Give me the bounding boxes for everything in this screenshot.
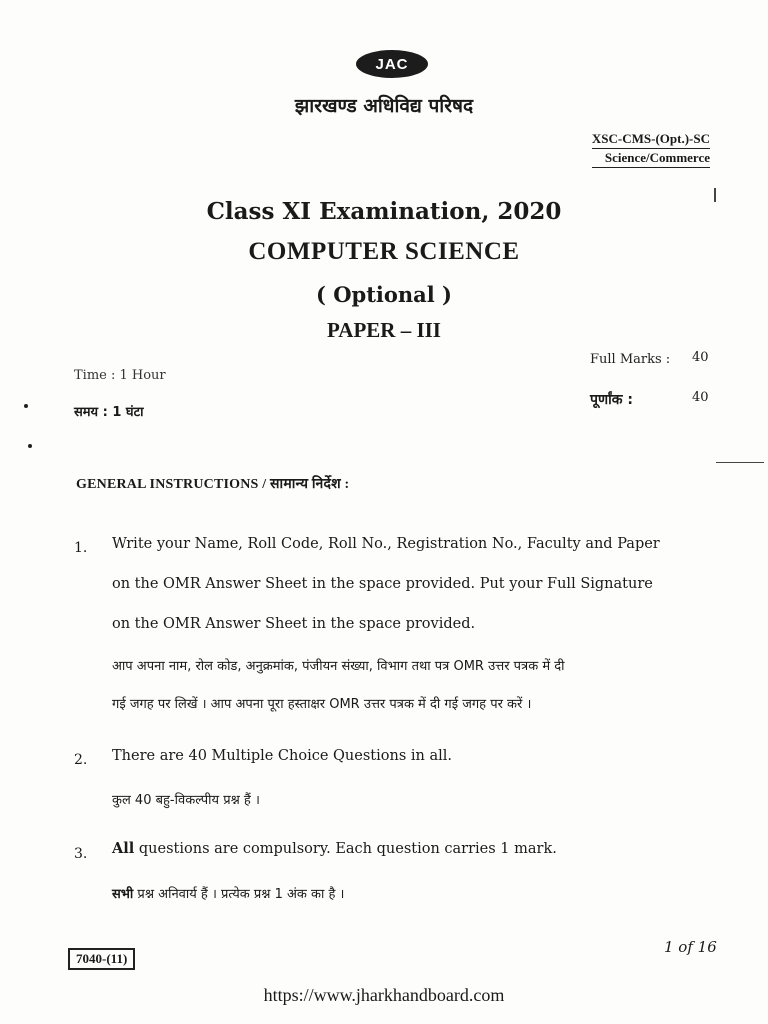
paper-label: PAPER – III	[327, 318, 441, 342]
instruction-1	[74, 536, 724, 716]
time-english: Time : 1 Hour	[74, 368, 166, 383]
instruction-text: on the OMR Answer Sheet in the space provided. Put your Full Signature	[112, 576, 653, 592]
stream: Science/Commerce	[592, 149, 710, 168]
time-hindi: समय : 1 घंटा	[74, 405, 144, 420]
full-marks-hindi-label: पूर्णांक :	[590, 392, 633, 408]
instruction-text-rest: questions are compulsory. Each question carries 1 mark.	[134, 841, 557, 857]
instruction-emphasis-hindi: सभी	[112, 887, 134, 902]
instruction-emphasis: All	[112, 840, 135, 857]
instruction-text-hindi	[112, 884, 344, 902]
page-number: 1 of 16	[664, 938, 717, 956]
question-booklet-code: 7040-(11)	[68, 948, 135, 970]
instruction-text: on the OMR Answer Sheet in the space provided.	[112, 616, 476, 632]
optional-label: ( Optional )	[315, 282, 452, 307]
scan-mark	[28, 444, 32, 448]
jac-logo	[356, 50, 428, 78]
instruction-text-hindi: आप अपना नाम, रोल कोड, अनुक्रमांक, पंजीयन संख्या, विभाग तथा पत्र OMR उत्तर पत्रक में दी	[112, 659, 565, 674]
paper-code-box	[592, 130, 710, 168]
full-marks-label: Full Marks :	[590, 352, 671, 367]
general-instructions-heading: GENERAL INSTRUCTIONS / सामान्य निर्देश :	[76, 477, 350, 492]
instruction-text	[112, 840, 557, 857]
instruction-text-hindi: गई जगह पर लिखें । आप अपना पूरा हस्ताक्षर OMR उत्तर पत्रक में दी गई जगह पर करें ।	[112, 697, 532, 712]
instruction-number: 2.	[74, 752, 88, 768]
subject-title: COMPUTER SCIENCE	[248, 238, 520, 265]
instruction-text-hindi-rest: प्रश्न अनिवार्य हैं । प्रत्येक प्रश्न 1 अंक का है ।	[133, 887, 345, 902]
instruction-text-hindi: कुल 40 बहु-विकल्पीय प्रश्न हैं ।	[112, 793, 260, 808]
source-url[interactable]: https://www.jharkhandboard.com	[263, 985, 505, 1005]
instruction-text: Write your Name, Roll Code, Roll No., Registration No., Faculty and Paper	[112, 536, 660, 552]
scan-line	[716, 462, 764, 463]
exam-title: Class XI Examination, 2020	[206, 198, 562, 225]
full-marks-value: 40	[692, 350, 709, 365]
instruction-3	[74, 840, 724, 910]
instruction-number: 1.	[74, 540, 88, 556]
logo-text: JAC	[375, 55, 409, 73]
instruction-2	[74, 748, 724, 818]
full-marks-hindi-value: 40	[692, 390, 709, 405]
instruction-text: There are 40 Multiple Choice Questions in all.	[112, 748, 452, 764]
instruction-number: 3.	[74, 846, 88, 862]
paper-code: XSC-CMS-(Opt.)-SC	[592, 130, 710, 149]
scan-mark	[714, 188, 716, 202]
council-name: झारखण्ड अधिविद्य परिषद	[294, 95, 474, 117]
scan-mark	[24, 404, 28, 408]
